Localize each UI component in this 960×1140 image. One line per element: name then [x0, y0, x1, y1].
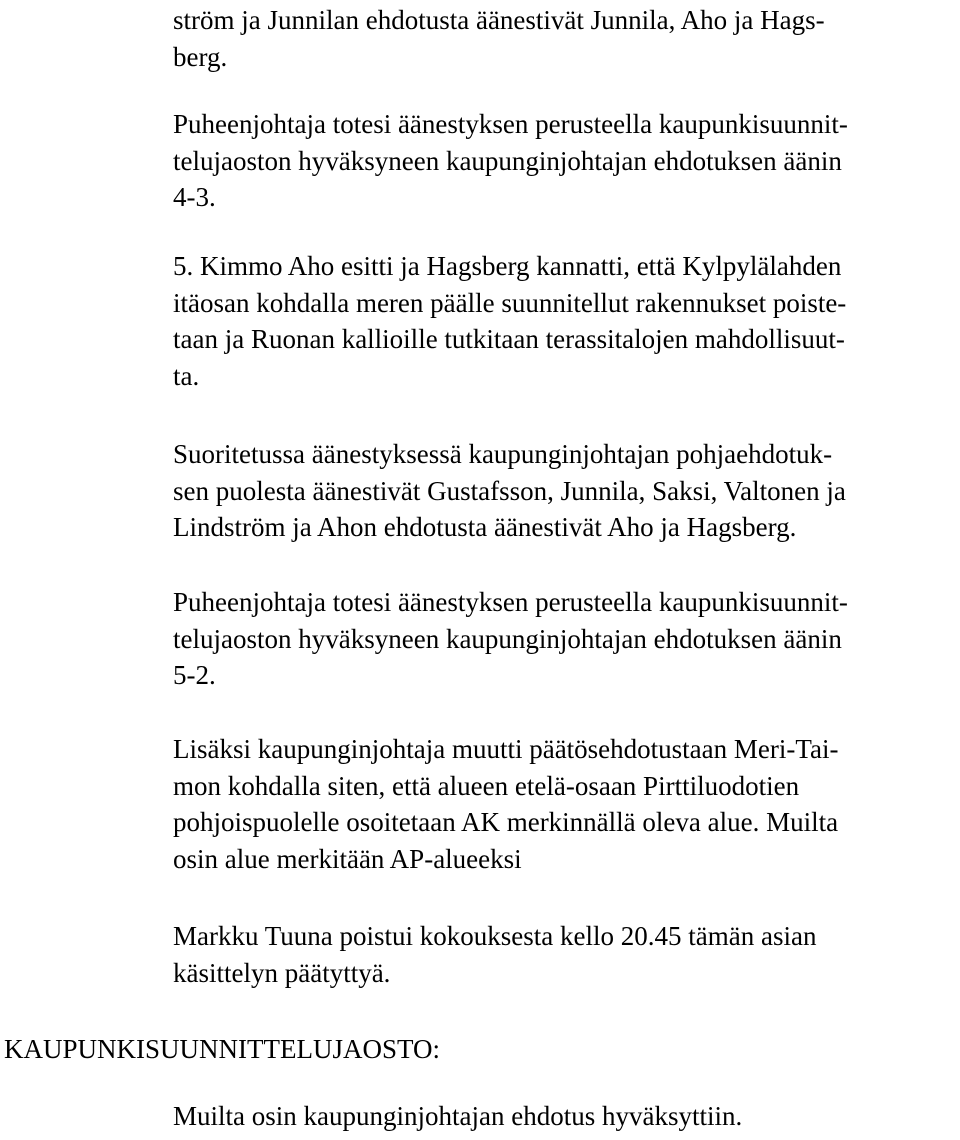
text-line: ta. — [173, 360, 200, 391]
text-line: Lindström ja Ahon ehdotusta äänestivät Aho ja Hagsberg. — [173, 512, 797, 542]
text-line: osin alue merkitään AP-alueeksi — [173, 843, 522, 874]
paragraph-member-departure — [173, 918, 953, 991]
text-line: Markku Tuuna poistui kokouksesta kello 20.45 tämän asian — [173, 921, 817, 951]
text-line: mon kohdalla siten, että alueen etelä-osaan Pirttiluodotien — [173, 770, 800, 801]
text-line: Puheenjohtaja totesi äänestyksen perusteella kaupunkisuunnit- — [173, 109, 848, 139]
paragraph-proposal-5 — [173, 248, 953, 394]
section-heading: KAUPUNKISUUNNITTELUJAOSTO: — [4, 1034, 440, 1064]
text-line: ström ja Junnilan ehdotusta äänestivät Junnila, Aho ja Hags- — [173, 5, 825, 35]
decision-text — [173, 1098, 953, 1135]
text-line: sen puolesta äänestivät Gustafsson, Junnila, Saksi, Valtonen ja — [173, 475, 846, 506]
paragraph-vote-result-1 — [173, 2, 953, 75]
text-line: 5-2. — [173, 660, 216, 690]
paragraph-chair-statement-2 — [173, 584, 953, 694]
text-line: Lisäksi kaupunginjohtaja muutti päätösehdotustaan Meri-Tai- — [173, 734, 839, 764]
text-line: berg. — [173, 41, 228, 72]
text-line: itäosan kohdalla meren päälle suunnitellut rakennukset poiste- — [173, 287, 847, 318]
text-line: telujaoston hyväksyneen kaupunginjohtajan ehdotuksen äänin — [173, 145, 842, 176]
paragraph-mayor-amendment — [173, 731, 953, 877]
paragraph-chair-statement-1 — [173, 106, 953, 216]
text-line: Suoritetussa äänestyksessä kaupunginjohtajan pohjaehdotuk- — [173, 439, 833, 469]
text-line: 5. Kimmo Aho esitti ja Hagsberg kannatti, että Kylpylälahden — [173, 251, 842, 281]
text-line: 4-3. — [173, 182, 216, 212]
text-line: käsittelyn päätyttyä. — [173, 957, 391, 988]
text-line: Muilta osin kaupunginjohtajan ehdotus hyväksyttiin. — [173, 1101, 743, 1131]
text-line: Puheenjohtaja totesi äänestyksen perusteella kaupunkisuunnit- — [173, 587, 848, 617]
text-line: taan ja Ruonan kallioille tutkitaan terassitalojen mahdollisuut- — [173, 324, 845, 354]
text-line: pohjoispuolelle osoitetaan AK merkinnällä oleva alue. Muilta — [173, 807, 839, 837]
text-line: telujaoston hyväksyneen kaupunginjohtajan ehdotuksen äänin — [173, 623, 842, 654]
paragraph-vote-result-2 — [173, 436, 953, 546]
